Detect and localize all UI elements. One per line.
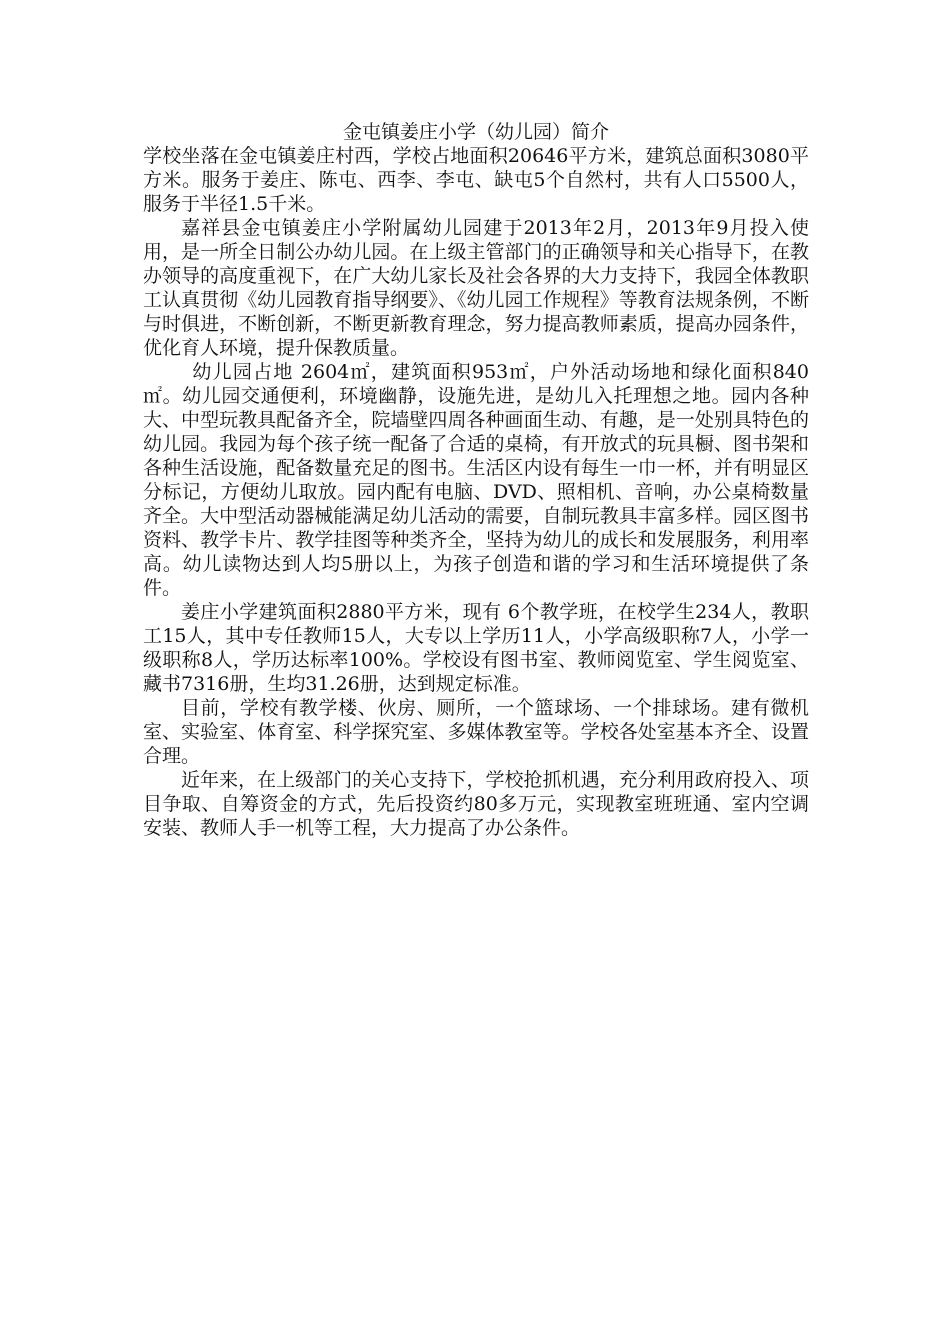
paragraph-kindergarten-founding: 嘉祥县金屯镇姜庄小学附属幼儿园建于2013年2月，2013年9月投入使用，是一所全日制公办幼儿园。在上级主管部门的正确领导和关心指导下，在教办领导的高度重视下，在广大幼儿家长及社会各界的大力支持下，我园全体教职工认真贯彻《幼儿园教育指导纲要》、《幼儿园工作规程》等教育法规条例，不断与时俱进，不断创新，不断更新教育理念，努力提高教师素质，提高办园条件，优化育人环境，提升保教质量。 <box>143 217 809 359</box>
document-title: 金屯镇姜庄小学（幼儿园）简介 <box>342 121 609 143</box>
paragraph-primary-school-stats: 姜庄小学建筑面积2880平方米，现有 6个教学班，在校学生234人，教职工15人，其中专任教师15人，大专以上学历11人，小学高级职称7人，小学一级职称8人，学历达标率100%。学校设有图书室、教师阅览室、学生阅览室、藏书7316册，生均31.26册，达到规定标准。 <box>143 601 809 695</box>
paragraph-kindergarten-facilities: 幼儿园占地 2604㎡，建筑面积953㎡，户外活动场地和绿化面积840㎡。幼儿园交通便利，环境幽静，设施先进，是幼儿入托理想之地。园内各种大、中型玩教具配备齐全，院墙壁四周各种画面生动、有趣，是一处别具特色的幼儿园。我园为每个孩子统一配备了合适的桌椅，有开放式的玩具橱、图书架和各种生活设施，配备数量充足的图书。生活区内设有每生一巾一杯，并有明显区分标记，方便幼儿取放。园内配有电脑、DVD、照相机、音响，办公桌椅数量齐全。大中型活动器械能满足幼儿活动的需要，自制玩教具丰富多样。园区图书资料、教学卡片、教学挂图等种类齐全，坚持为幼儿的成长和发展服务，利用率高。幼儿读物达到人均5册以上，为孩子创造和谐的学习和生活环境提供了条件。 <box>143 361 809 599</box>
paragraph-current-buildings: 目前，学校有教学楼、伙房、厕所，一个篮球场、一个排球场。建有微机室、实验室、体育室、科学探究室、多媒体教室等。学校各处室基本齐全、设置合理。 <box>143 697 809 767</box>
paragraph-recent-investment: 近年来，在上级部门的关心支持下，学校抢抓机遇，充分利用政府投入、项目争取、自筹资金的方式，先后投资约80多万元，实现教室班班通、室内空调安装、教师人手一机等工程，大力提高了办公条件。 <box>143 769 809 839</box>
document-body <box>143 120 809 840</box>
paragraph-school-location: 学校坐落在金屯镇姜庄村西，学校占地面积20646平方米，建筑总面积3080平方米。服务于姜庄、陈屯、西李、李屯、缺屯5个自然村，共有人口5500人，服务于半径1.5千米。 <box>143 145 809 215</box>
